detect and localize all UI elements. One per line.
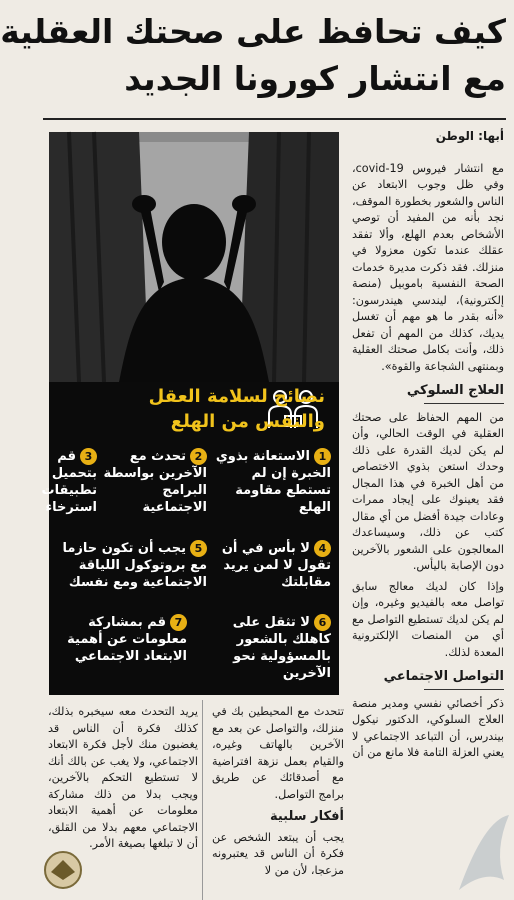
middle-paragraph-2: يجب أن يبتعد الشخص عن فكرة أن الناس قد يعتبرونه مزعجا، لأن من لا [212, 830, 344, 877]
left-paragraph: يريد التحدث معه سيخبره بذلك، كذلك فكرة أن الناس قد يغضبون منك لأجل فكرة الابتعاد الاجتماعي، ولا يغب عن بالك أنك لا تستطيع التحكم بالآخرين، ويجب بدلا من ذلك مشاركة معلومات عن أهمية الابتعاد الاجتماعي معهم بدلا من القلق، أن لا تبلغها بصيغة الأمر. [48, 705, 198, 850]
tip-item [213, 540, 331, 591]
tip-number: 1 [314, 448, 331, 465]
behavioral-paragraph: من المهم الحفاظ على صحتك العقلية في الوقت الحالي، وأن لم يكن لديك القدرة على ذلك وحدك استعن بذوي الاختصاص من أهل الخبرة في هذا المجال فقد يعينوك على إيجاد ممرات وعادات جيدة أفضل من أي مقال كتب عن ذلك، وسيساعدك المعالجون على الشعور بالآخرين دون الإصابة باليأس. [352, 410, 504, 572]
subhead-behavioral: العلاج السلوكي [352, 383, 504, 404]
tip-item [103, 448, 207, 516]
subhead-social: التواصل الاجتماعي [352, 669, 504, 690]
byline: أبها: الوطن [435, 129, 504, 143]
tip-item [57, 614, 187, 665]
social-paragraph: ذكر أخصائي نفسي ومدير منصة العلاج السلوكي، الدكتور نيكول بيندرس، أن التباعد الاجتماعي لا يعني العزلة التامة فلا مانع من أن [352, 696, 504, 759]
tip-number: 2 [190, 448, 207, 465]
column-divider [202, 700, 203, 900]
tip-text: يجب أن تكون حازما مع بروتوكول اللياقة الاجتماعية ومع نفسك [62, 541, 207, 590]
tip-text: قم بمشاركة معلومات عن أهمية الابتعاد الاجتماعي [67, 615, 187, 664]
tip-number: 6 [314, 614, 331, 631]
middle-column [212, 704, 344, 879]
tip-item [213, 448, 331, 516]
left-column [48, 704, 198, 853]
tip-text: لا تثقل على كاهلك بالشعور بالمسؤولية نحو الآخرين [232, 615, 331, 681]
headline-line1: كيف تحافظ على صحتك العقلية [0, 12, 506, 51]
headline [0, 8, 506, 102]
top-rule [43, 118, 506, 120]
eagle-watermark-icon [454, 810, 514, 900]
forum-logo-icon [43, 850, 83, 890]
silhouette-photo [49, 132, 339, 382]
right-column [352, 128, 504, 900]
subhead-negative-thoughts: أفكار سلبية [269, 809, 344, 824]
headline-line2: مع انتشار كورونا الجديد [124, 59, 506, 98]
intro-paragraph: مع انتشار فيروس covid-19، وفي ظل وجوب الابتعاد عن الناس والشعور بخطورة الموقف، نجد بأنه من المفيد أن توصي الأشخاص بعدم الهلع، وألا تفقد عقلك عندما تكون معزولا في منزلك. فقد ذكرت مديرة خدمات الصحة النفسية باموبيل (منصة إلكترونية)، ليندسي هيندرسون: «أنه بقدر ما هو مهم أن تغسل يديك، كذلك من المهم أن تفعل ذلك، وأنت بكامل صحتك العقلية وبمنتهى الشجاعة والقوة». [352, 161, 504, 373]
tip-text: تحدث مع الآخرين بواسطة البرامج الاجتماعية [103, 449, 207, 515]
tip-number: 4 [314, 540, 331, 557]
tip-number: 5 [190, 540, 207, 557]
tips-title-line1: نصائح لسلامة العقل [148, 386, 325, 407]
tip-text: الاستعانة بذوي الخبرة إن لم تستطع مقاومة الهلع [215, 449, 331, 515]
middle-paragraph-1: تتحدث مع المحيطين بك في منزلك، والتواصل عن بعد مع الآخرين بالهاتف وغيره، والقيام بعمل نزهة افتراضية مع أصدقائك عن طريق برامج التواصل. [212, 705, 344, 801]
tip-number: 3 [80, 448, 97, 465]
tip-item [196, 614, 331, 682]
tip-text: قم بتحميل تطبيقات استرخاء [41, 449, 97, 515]
tips-box [41, 132, 339, 695]
tips-title-line2: والنفس من الهلع [170, 411, 325, 432]
tip-number: 7 [170, 614, 187, 631]
therapist-paragraph: وإذا كان لديك معالج سابق تواصل معه بالفيديو وغيره، وإن لم يكن لديك تستطيع التواصل مع أي من المنصات الإلكترونية المعدة لذلك. [352, 579, 504, 659]
tip-item [57, 540, 207, 591]
tip-item [41, 448, 97, 516]
tips-title [125, 384, 325, 434]
tip-text: لا بأس في أن تقول لا لمن يريد مقابلتك [221, 541, 331, 590]
window-silhouette-image [49, 132, 339, 382]
